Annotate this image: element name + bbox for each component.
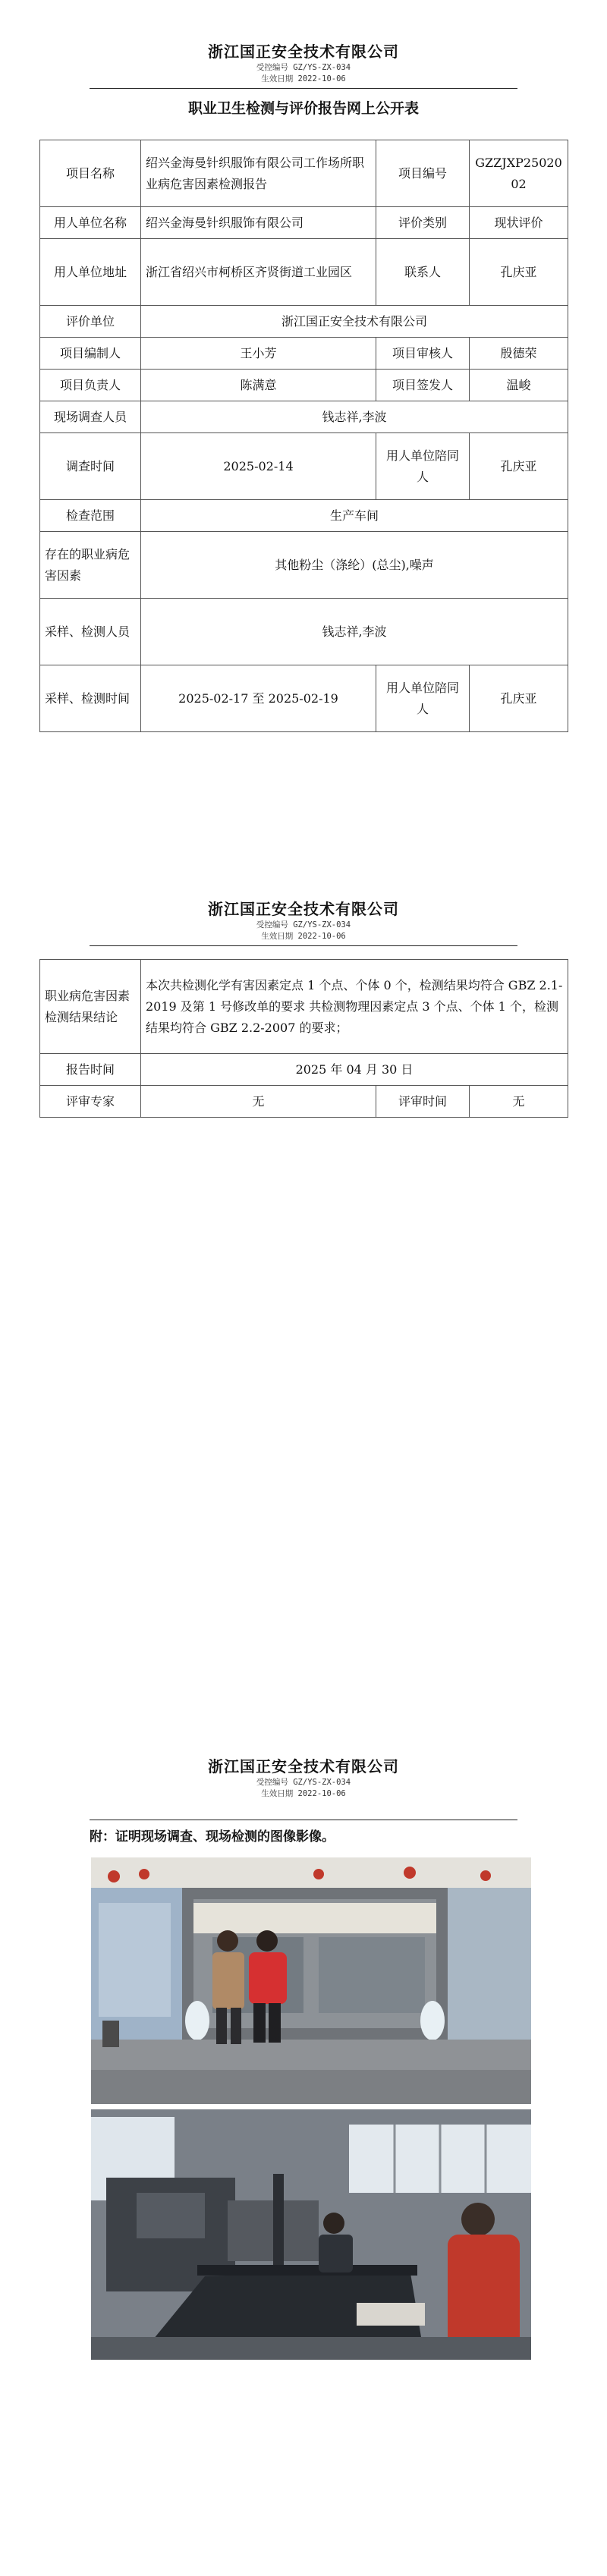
table-row: [40, 1086, 568, 1118]
hazards-label: 存在的职业病危害因素: [40, 532, 141, 599]
contact-label: 联系人: [376, 239, 470, 306]
eval-type-value: 现状评价: [470, 207, 568, 239]
review-time-value: 无: [470, 1086, 568, 1118]
project-name-value: 绍兴金海曼针织服饰有限公司工作场所职业病危害因素检测报告: [141, 140, 376, 207]
issuer-value: 温峻: [470, 370, 568, 401]
table-row: [40, 665, 568, 732]
header-rule: [90, 88, 517, 89]
survey-time-label: 调查时间: [40, 433, 141, 500]
table-row: [40, 401, 568, 433]
scope-value: 生产车间: [141, 500, 568, 532]
table-row: [40, 338, 568, 370]
accompany2-label: 用人单位陪同人: [376, 665, 470, 732]
effective-date: 生效日期 2022-10-06: [261, 74, 346, 83]
survey-time-value: 2025-02-14: [141, 433, 376, 500]
address-label: 用人单位地址: [40, 239, 141, 306]
company-header: 浙江国正安全技术有限公司: [208, 900, 399, 918]
header-rule: [90, 945, 517, 946]
sampler-value: 钱志祥,李波: [141, 599, 568, 665]
eval-type-label: 评价类别: [376, 207, 470, 239]
doc-control-number: 受控编号 GZ/YS-ZX-034: [256, 920, 351, 929]
scope-label: 检查范围: [40, 500, 141, 532]
table-row: [40, 960, 568, 1054]
table-row: [40, 1054, 568, 1086]
document-title: 职业卫生检测与评价报告网上公开表: [187, 100, 419, 117]
table-row: [40, 140, 568, 207]
conclusion-value: 本次共检测化学有害因素定点 1 个点、个体 0 个，检测结果均符合 GBZ 2.1-2019 及第 1 号修改单的要求 共检测物理因素定点 3 个点、个体 1 个，检测结果均符合 GBZ 2.2-2007 的要求；: [141, 960, 568, 1054]
company-header: 浙江国正安全技术有限公司: [208, 1757, 399, 1776]
experts-label: 评审专家: [40, 1086, 141, 1118]
table-row: [40, 207, 568, 239]
sample-time-label: 采样、检测时间: [40, 665, 141, 732]
doc-control-number: 受控编号 GZ/YS-ZX-034: [256, 63, 351, 72]
table-row: [40, 500, 568, 532]
site-survey-photo: [91, 1857, 531, 2104]
report-time-label: 报告时间: [40, 1054, 141, 1086]
conclusion-label: 职业病危害因素检测结果结论: [40, 960, 141, 1054]
table-row: [40, 532, 568, 599]
leader-value: 陈满意: [141, 370, 376, 401]
attachment-note: 附：证明现场调查、现场检测的图像影像。: [90, 1829, 335, 1845]
accompany2-value: 孔庆亚: [470, 665, 568, 732]
page-2: [0, 857, 607, 1715]
investigators-value: 钱志祥,李波: [141, 401, 568, 433]
compiler-label: 项目编制人: [40, 338, 141, 370]
address-value: 浙江省绍兴市柯桥区齐贤街道工业园区: [141, 239, 376, 306]
sample-time-value: 2025-02-17 至 2025-02-19: [141, 665, 376, 732]
reviewer-value: 殷德荣: [470, 338, 568, 370]
reviewer-label: 项目审核人: [376, 338, 470, 370]
hazards-value: 其他粉尘（涤纶）(总尘),噪声: [141, 532, 568, 599]
investigators-label: 现场调查人员: [40, 401, 141, 433]
disclosure-table: [39, 140, 568, 732]
site-detection-photo: [91, 2109, 531, 2360]
accompany-value: 孔庆亚: [470, 433, 568, 500]
company-header: 浙江国正安全技术有限公司: [208, 42, 399, 61]
leader-label: 项目负责人: [40, 370, 141, 401]
doc-control-number: 受控编号 GZ/YS-ZX-034: [256, 1778, 351, 1787]
table-row: [40, 599, 568, 665]
issuer-label: 项目签发人: [376, 370, 470, 401]
accompany-label: 用人单位陪同人: [376, 433, 470, 500]
table-row: [40, 306, 568, 338]
effective-date: 生效日期 2022-10-06: [261, 932, 346, 941]
experts-value: 无: [141, 1086, 376, 1118]
effective-date: 生效日期 2022-10-06: [261, 1789, 346, 1798]
project-no-value: GZZJXP2502002: [470, 140, 568, 207]
review-time-label: 评审时间: [376, 1086, 470, 1118]
conclusion-table: [39, 959, 568, 1118]
project-no-label: 项目编号: [376, 140, 470, 207]
evaluator-value: 浙江国正安全技术有限公司: [141, 306, 568, 338]
employer-label: 用人单位名称: [40, 207, 141, 239]
page-3: [0, 1715, 607, 2576]
report-time-value: 2025 年 04 月 30 日: [141, 1054, 568, 1086]
contact-value: 孔庆亚: [470, 239, 568, 306]
table-row: [40, 433, 568, 500]
employer-value: 绍兴金海曼针织服饰有限公司: [141, 207, 376, 239]
table-row: [40, 239, 568, 306]
sampler-label: 采样、检测人员: [40, 599, 141, 665]
project-name-label: 项目名称: [40, 140, 141, 207]
table-row: [40, 370, 568, 401]
page-1: [0, 0, 607, 857]
compiler-value: 王小芳: [141, 338, 376, 370]
evaluator-label: 评价单位: [40, 306, 141, 338]
